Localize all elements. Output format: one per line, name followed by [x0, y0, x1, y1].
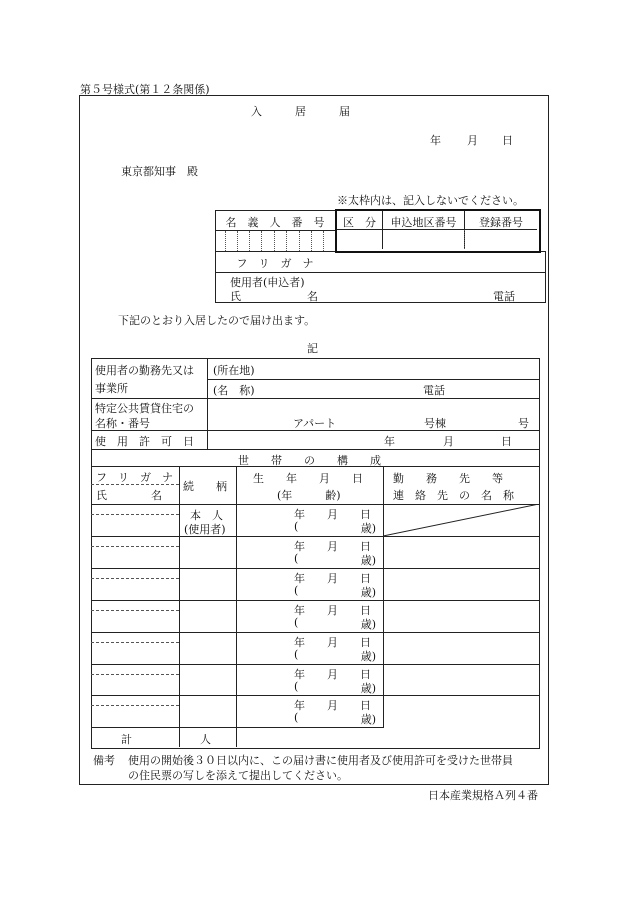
workplace-label-bottom: 事業所 [95, 382, 128, 395]
workplace-phone-label: 電話 [423, 384, 445, 397]
note-label: 備考 [93, 754, 115, 767]
workplace-location-input[interactable] [270, 360, 536, 378]
user-phone-label: 電話 [493, 290, 515, 303]
self-relation-bottom: (使用者) [184, 523, 226, 536]
office-col-category: 区 分 [343, 216, 376, 229]
total-unit: 人 [200, 733, 211, 746]
office-col-registration: 登録番号 [479, 216, 523, 229]
housing-label-bottom: 名称・番号 [95, 417, 150, 430]
col-workplace: 勤 務 先 等 [393, 472, 503, 485]
ki-heading: 記 [307, 342, 318, 355]
office-col-district: 申込地区番号 [390, 216, 457, 229]
nominee-number-input[interactable] [216, 231, 336, 251]
date-month-label: 月 [467, 134, 478, 147]
user-name-input[interactable] [337, 273, 487, 302]
paper-spec-footer: 日本産業規格Ａ列４番 [428, 789, 538, 802]
col-furigana: フ リ ガ ナ [96, 471, 173, 484]
housing-apartment-label: アパート [293, 417, 337, 430]
form-number-label: 第５号様式(第１２条関係) [80, 83, 210, 96]
col-name: 氏 名 [96, 489, 162, 502]
permit-day-label: 日 [501, 435, 512, 448]
user-label-bottom: 氏 名 [230, 290, 318, 303]
furigana-label: フ リ ガ ナ [236, 257, 314, 270]
permit-month-label: 月 [443, 435, 454, 448]
permit-date-label: 使 用 許 可 日 [95, 435, 194, 448]
row-age: ( 歳) [294, 552, 376, 567]
workplace-location-label: (所在地) [213, 364, 255, 377]
row-date: 年 月 日 [294, 540, 371, 553]
col-contact-name: 連 絡 先 の 名 称 [393, 489, 514, 502]
date-year-label: 年 [430, 134, 441, 147]
slash-mark [383, 504, 539, 537]
permit-year-label: 年 [384, 435, 395, 448]
nominee-number-label: 名 義 人 番 号 [225, 216, 325, 229]
permit-date-input[interactable] [210, 431, 380, 448]
row-age: ( 歳) [294, 616, 376, 631]
furigana-input[interactable] [337, 252, 544, 272]
instruction-note: ※太枠内は、記入しないでください。 [337, 194, 524, 207]
self-relation-top: 本 人 [190, 509, 223, 522]
workplace-name-label: (名 称) [213, 384, 255, 397]
form-title: 入 居 届 [251, 105, 350, 118]
row-date: 年 月 日 [294, 572, 371, 585]
note-line-2: の住民票の写しを添えて提出してください。 [128, 769, 348, 782]
col-birthdate: 生 年 月 日 [253, 472, 363, 485]
total-label: 計 [121, 733, 132, 746]
housing-name-input[interactable] [210, 400, 290, 429]
row-date: 年 月 日 [294, 636, 371, 649]
row-age: ( 歳) [294, 584, 376, 599]
row-age: ( 歳) [294, 520, 376, 535]
row-age: ( 歳) [294, 680, 376, 695]
row-date: 年 月 日 [294, 668, 371, 681]
statement-text: 下記のとおり入居したので届け出ます。 [118, 314, 316, 327]
date-day-label: 日 [502, 134, 513, 147]
row-age: ( 歳) [294, 648, 376, 663]
note-line-1: 使用の開始後３０日以内に、この届け書に使用者及び使用許可を受けた世帯員 [128, 754, 513, 767]
total-count-input[interactable] [140, 729, 195, 746]
housing-building-label: 号棟 [424, 417, 446, 430]
col-age: (年 齢) [277, 489, 341, 502]
col-relation: 続 柄 [183, 480, 227, 493]
row-age: ( 歳) [294, 711, 376, 726]
workplace-name-input[interactable] [262, 380, 412, 397]
row-date: 年 月 日 [294, 699, 371, 712]
housing-room-label: 号 [518, 417, 529, 430]
row-date: 年 月 日 [294, 508, 371, 521]
row-date: 年 月 日 [294, 604, 371, 617]
household-section-title: 世 帯 の 構 成 [238, 454, 381, 467]
addressee: 東京都知事 殿 [121, 165, 198, 178]
user-label-top: 使用者(申込者) [230, 276, 305, 289]
housing-label-top: 特定公共賃貸住宅の [95, 402, 194, 415]
workplace-label-top: 使用者の勤務先又は [95, 364, 194, 377]
